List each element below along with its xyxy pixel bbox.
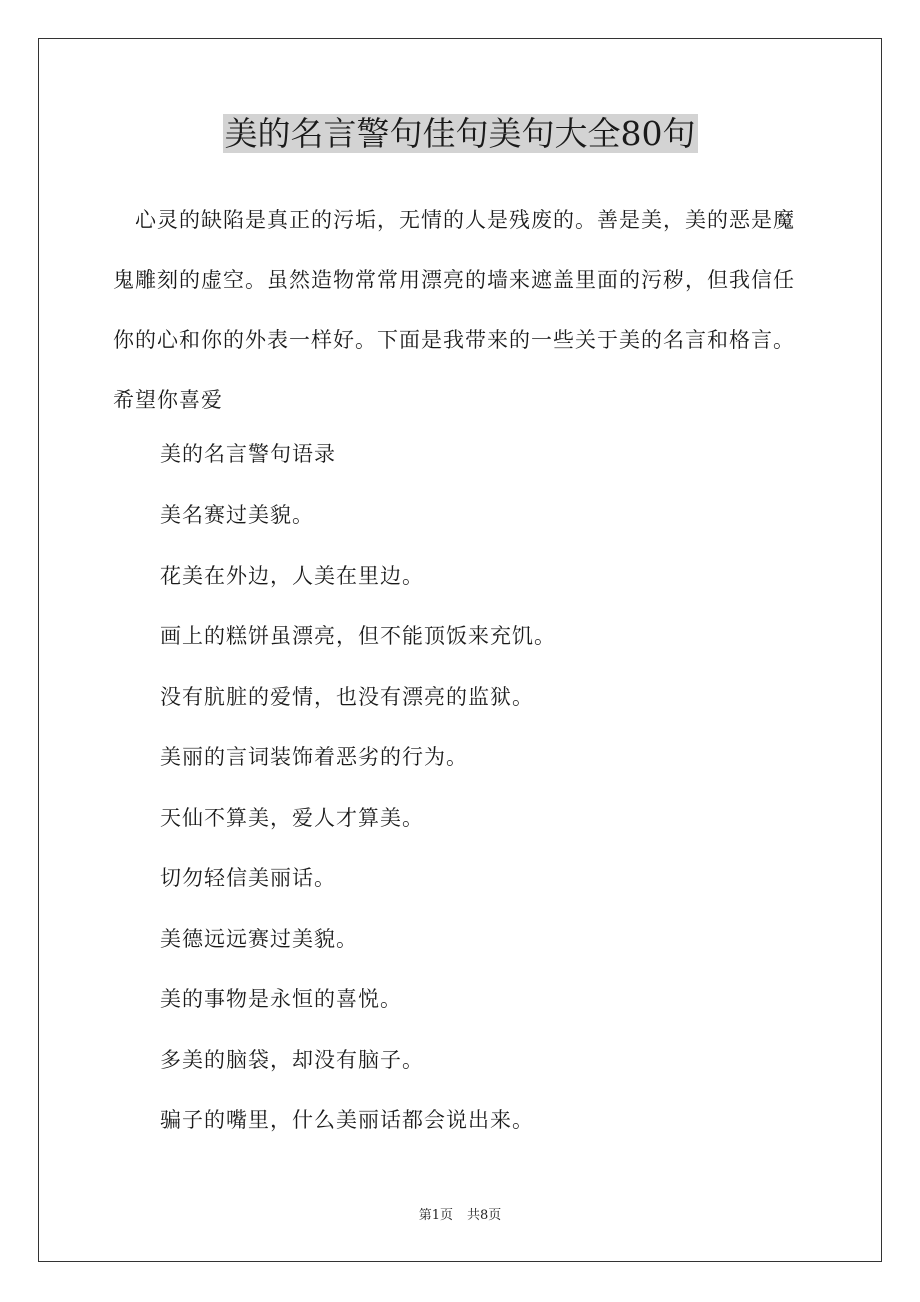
page-title (0, 112, 920, 156)
section-heading: 美的名言警句语录 (160, 442, 336, 466)
quote-line: 美名赛过美貌。 (160, 503, 314, 527)
quote-line: 骗子的嘴里，什么美丽话都会说出来。 (160, 1108, 534, 1132)
quote-line: 多美的脑袋，却没有脑子。 (160, 1048, 424, 1072)
intro-paragraph: 心灵的缺陷是真正的污垢，无情的人是残废的。善是美，美的恶是魔鬼雕刻的虚空。虽然造物常常用漂亮的墙来遮盖里面的污秽，但我信任你的心和你的外表一样好。下面是我带来的一些关于美的名言和格言。希望你喜爱 (113, 208, 795, 412)
quote-line: 花美在外边，人美在里边。 (160, 564, 424, 588)
quote-line: 美丽的言词装饰着恶劣的行为。 (160, 745, 468, 769)
quote-line: 切勿轻信美丽话。 (160, 866, 336, 890)
page-footer (0, 1206, 920, 1226)
page-title-text: 美的名言警句佳句美句大全80句 (224, 114, 696, 153)
quote-line: 美德远远赛过美貌。 (160, 927, 358, 951)
page-total: 共8页 (467, 1208, 502, 1223)
quote-line: 画上的糕饼虽漂亮，但不能顶饭来充饥。 (160, 624, 556, 648)
page-number: 第1页 (418, 1208, 453, 1223)
quote-line: 天仙不算美，爱人才算美。 (160, 806, 424, 830)
quote-line: 没有肮脏的爱情，也没有漂亮的监狱。 (160, 685, 534, 709)
quote-line: 美的事物是永恒的喜悦。 (160, 987, 402, 1011)
